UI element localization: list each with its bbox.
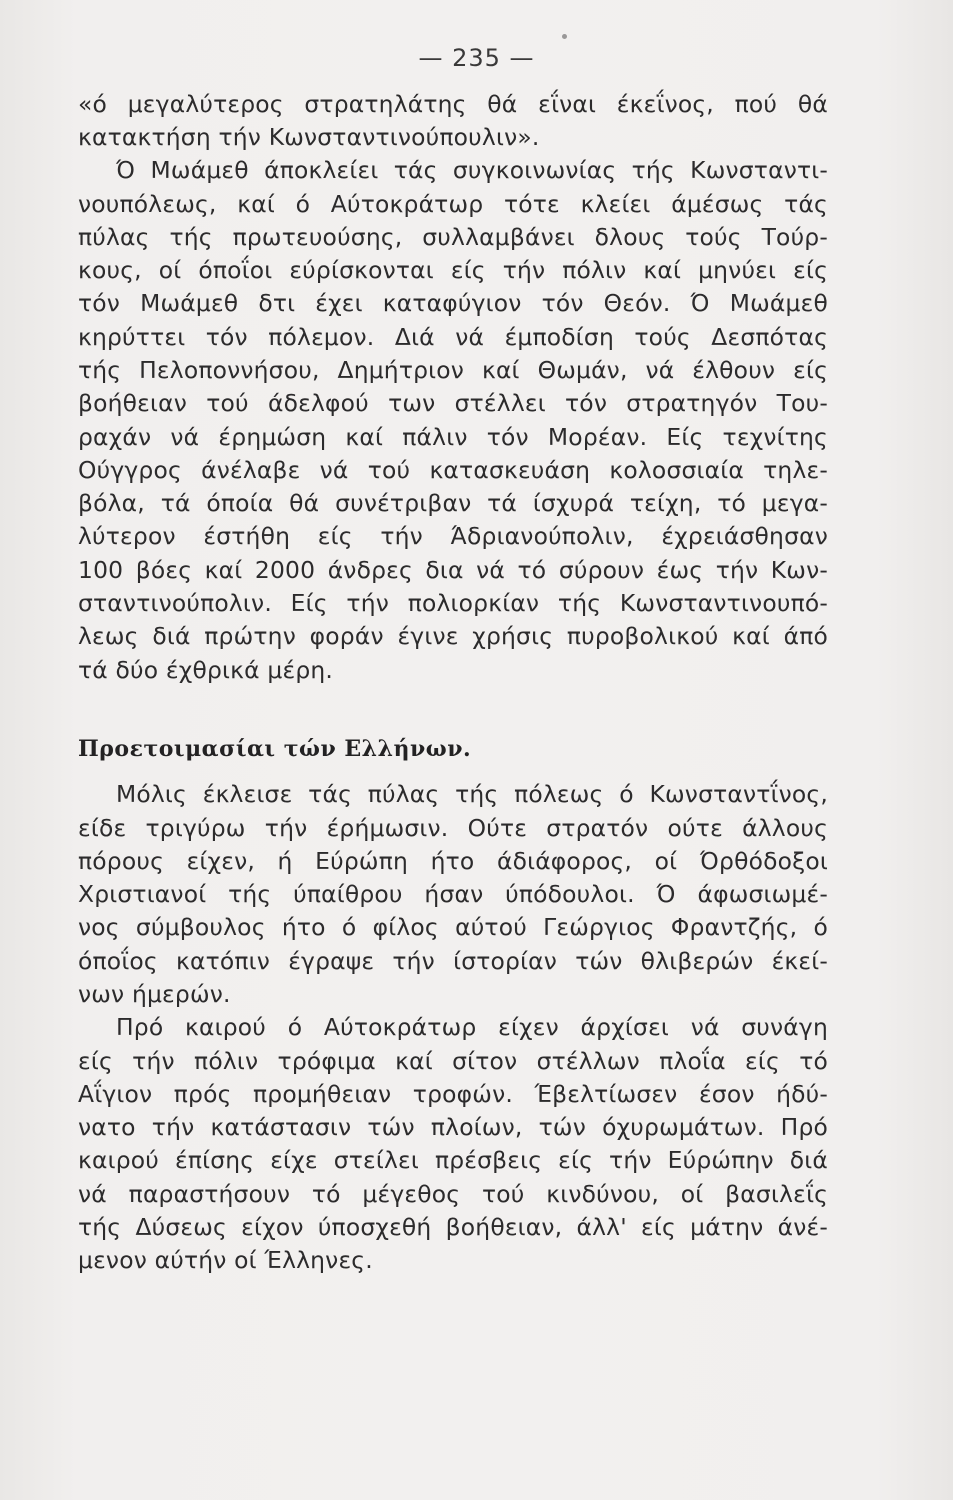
text-line: Πρό καιρού ό Αύτοκράτωρ είχεν άρχίσει νά συνάγη — [116, 1013, 828, 1041]
page-number: — 235 — — [418, 44, 535, 72]
text-line: 100 βόες καί 2000 άνδρες δια νά τό σύρουν έως τήν Κων- — [78, 556, 828, 584]
text-line: τής Πελοποννήσου, Δημήτριον καί Θωμάν, νά έλθουν είς — [78, 356, 828, 384]
text-line: λεως διά πρώτην φοράν έγινε χρήσις πυροβολικού καί άπό — [78, 622, 828, 650]
text-line: Αΐγιον πρός προμήθειαν τροφών. Έβελτίωσεν έσον ήδύ- — [78, 1080, 828, 1108]
text-line: Μόλις έκλεισε τάς πύλας τής πόλεως ό Κωνσταντΐνος, — [116, 780, 828, 808]
text-line: κηρύττει τόν πόλεμον. Διά νά έμποδίση τούς Δεσπότας — [78, 323, 828, 351]
text-line: βοήθειαν τού άδελφού των στέλλει τόν στρατηγόν Του- — [78, 389, 828, 417]
text-line: πόρους είχεν, ή Εύρώπη ήτο άδιάφορος, οί Όρθόδοξοι — [78, 847, 828, 875]
text-line: όποΐος κατόπιν έγραψε τήν ίστορίαν τών θλιβερών έκεί- — [78, 947, 828, 975]
ink-speck — [562, 34, 567, 39]
text-line: λύτερον έστήθη είς τήν Άδριανούπολιν, έχρειάσθησαν — [78, 522, 828, 550]
text-line: πύλας τής πρωτευούσης, συλλαμβάνει δλους τούς Τούρ- — [78, 223, 828, 251]
text-line: κους, οί όποΐοι εύρίσκονται είς τήν πόλιν καί μηνύει είς — [78, 256, 828, 284]
text-line: είς τήν πόλιν τρόφιμα καί σίτον στέλλων πλοΐα είς τό — [78, 1047, 828, 1075]
section-heading: Προετοιμασίαι τών Ελλήνων. — [78, 736, 472, 762]
text-line: νουπόλεως, καί ό Αύτοκράτωρ τότε κλείει άμέσως τάς — [78, 190, 828, 218]
text-line: τής Δύσεως είχον ύποσχεθή βοήθειαν, άλλ' είς μάτην άνέ- — [78, 1213, 828, 1241]
text-line: καιρού έπίσης είχε στείλει πρέσβεις είς τήν Εύρώπην διά — [78, 1146, 828, 1174]
text-line: ραχάν νά έρημώση καί πάλιν τόν Μορέαν. Είς τεχνίτης — [78, 423, 828, 451]
text-line: μενον αύτήν οί Έλληνες. — [78, 1246, 373, 1274]
text-line: νατο τήν κατάστασιν τών πλοίων, τών όχυρωμάτων. Πρό — [78, 1113, 828, 1141]
text-line: νων ήμερών. — [78, 980, 231, 1008]
text-line: Χριστιανοί τής ύπαίθρου ήσαν ύπόδουλοι. Ό άφωσιωμέ- — [78, 880, 828, 908]
text-line: Ό Μωάμεθ άποκλείει τάς συγκοινωνίας τής Κωνσταντι- — [116, 156, 828, 184]
text-line: τά δύο έχθρικά μέρη. — [78, 656, 334, 684]
text-line: «ό μεγαλύτερος στρατηλάτης θά εΐναι έκεΐνος, πού θά — [78, 90, 828, 118]
text-line: βόλα, τά όποία θά συνέτριβαν τά ίσχυρά τείχη, τό μεγα- — [78, 489, 828, 517]
text-line: είδε τριγύρω τήν έρήμωσιν. Ούτε στρατόν ούτε άλλους — [78, 814, 828, 842]
text-line: σταντινούπολιν. Είς τήν πολιορκίαν τής Κωνσταντινουπό- — [78, 589, 828, 617]
text-line: κατακτήση τήν Κωνσταντινούπουλιν». — [78, 123, 540, 151]
text-line: νος σύμβουλος ήτο ό φίλος αύτού Γεώργιος Φραντζής, ό — [78, 913, 828, 941]
text-line: νά παραστήσουν τό μέγεθος τού κινδύνου, οί βασιλεΐς — [78, 1180, 828, 1208]
text-line: τόν Μωάμεθ δτι έχει καταφύγιον τόν Θεόν. Ό Μωάμεθ — [78, 289, 828, 317]
text-line: Ούγγρος άνέλαβε νά τού κατασκευάση κολοσσιαία τηλε- — [78, 456, 828, 484]
